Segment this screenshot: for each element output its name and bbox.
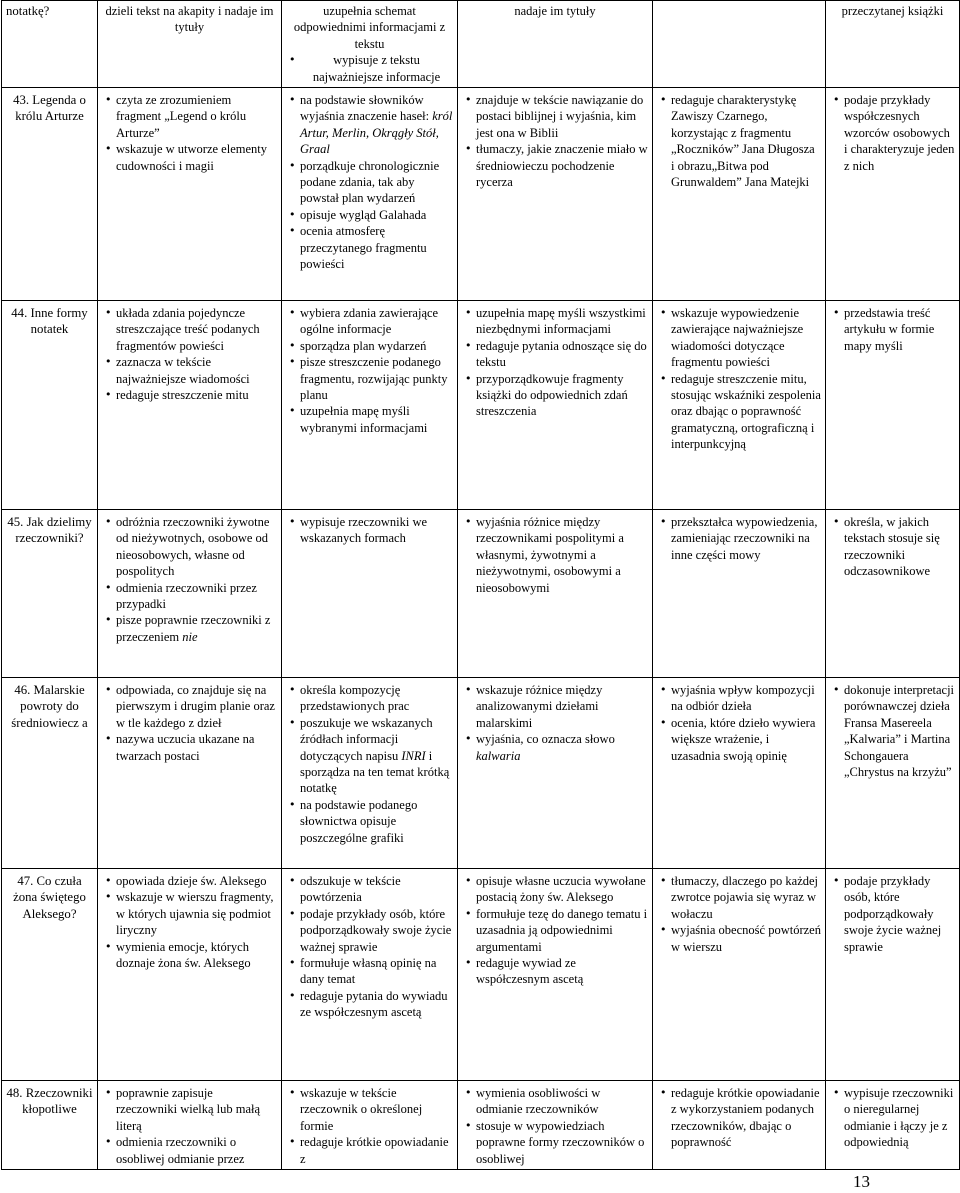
list-item: • redaguje krótkie opowiadanie z wykorzystaniem podanych rzeczowników, dbając o poprawność (657, 1085, 821, 1151)
list-item: • sporządza plan wydarzeń (286, 338, 453, 354)
cell-c3 (282, 869, 458, 1081)
list-item: • przyporządkowuje fragmenty książki do odpowiednich zdań streszczenia (462, 371, 648, 420)
list-item: • poszukuje we wskazanych źródłach informacji dotyczących napisu INRI i sporządza na ten temat krótką notatkę (286, 715, 453, 797)
table-row (2, 678, 960, 869)
list-item: • wskazuje w wierszu fragmenty, w których ujawnia się podmiot liryczny (102, 889, 277, 938)
list-item: • porządkuje chronologicznie podane zdania, tak aby powstał plan wydarzeń (286, 158, 453, 207)
list-item: • odmienia rzeczowniki przez przypadki (102, 580, 277, 613)
list-item: • wyjaśnia, co oznacza słowo kalwaria (462, 731, 648, 764)
list-item: • odszukuje w tekście powtórzenia (286, 873, 453, 906)
list-item: • wskazuje w tekście rzeczownik o określonej formie (286, 1085, 453, 1134)
cell-c3 (282, 510, 458, 678)
list-item: • tłumaczy, jakie znaczenie miało w średniowieczu pochodzenie rycerza (462, 141, 648, 190)
list-item: • na podstawie słowników wyjaśnia znaczenie haseł: król Artur, Merlin, Okrągły Stół, Graal (286, 92, 453, 158)
table-row (2, 1081, 960, 1170)
list-item: • wyjaśnia obecność powtórzeń w wierszu (657, 922, 821, 955)
cell-c6 (826, 1081, 960, 1170)
list-item: • wymienia osobliwości w odmianie rzeczowników (462, 1085, 648, 1118)
cell-c3 (282, 88, 458, 301)
cell-c4 (458, 301, 653, 510)
list-item: • poprawnie zapisuje rzeczowniki wielką lub małą literą (102, 1085, 277, 1134)
list-item: • tłumaczy, dlaczego po każdej zwrotce pojawia się wyraz w wołaczu (657, 873, 821, 922)
list-item: • pisze streszczenie podanego fragmentu, rozwijając punkty planu (286, 354, 453, 403)
lesson-title: 48. Rzeczowniki kłopotliwe (2, 1081, 98, 1170)
cell-c2 (98, 678, 282, 869)
cell-c6 (826, 510, 960, 678)
list-item: • określa kompozycję przedstawionych prac (286, 682, 453, 715)
list-item: • przekształca wypowiedzenia, zamieniając rzeczowniki na inne części mowy (657, 514, 821, 563)
table-row (2, 510, 960, 678)
cell-c2 (98, 88, 282, 301)
list-item: • dokonuje interpretacji porównawczej dzieła Fransa Masereela „Kalwaria” i Martina Schongauera „Chrystus na krzyżu” (830, 682, 955, 780)
list-item: • wskazuje różnice między analizowanymi dziełami malarskimi (462, 682, 648, 731)
list-item: • odróżnia rzeczowniki żywotne od nieżywotnych, osobowe od nieosobowych, własne od pospolitych (102, 514, 277, 580)
list-item: • wyjaśnia różnice między rzeczownikami pospolitymi a własnymi, żywotnymi a nieżywotnymi, osobowymi a nieosobowymi (462, 514, 648, 596)
list-item: • redaguje pytania do wywiadu ze współczesnym ascetą (286, 988, 453, 1021)
list-item: • formułuje własną opinię na dany temat (286, 955, 453, 988)
list-item: • wypisuje z tekstu najważniejsze informacje (286, 52, 453, 85)
cell-lesson-prev: notatkę? (2, 1, 98, 88)
cell-c5 (653, 88, 826, 301)
list-item: • formułuje tezę do danego tematu i uzasadnia ją odpowiednimi argumentami (462, 906, 648, 955)
list-item: • podaje przykłady osób, które podporządkowały swoje życie ważnej sprawie (830, 873, 955, 955)
table-row (2, 869, 960, 1081)
cell-c4-prev: nadaje im tytuły (458, 1, 653, 88)
cell-c5 (653, 510, 826, 678)
cell-c6 (826, 88, 960, 301)
list-item: • określa, w jakich tekstach stosuje się rzeczowniki odczasownikowe (830, 514, 955, 580)
list-item: • czyta ze zrozumieniem fragment „Legend o królu Arturze” (102, 92, 277, 141)
cell-c5 (653, 1081, 826, 1170)
page-number: 13 (853, 1172, 870, 1191)
list-item: • wyjaśnia wpływ kompozycji na odbiór dzieła (657, 682, 821, 715)
list-item: • zaznacza w tekście najważniejsze wiadomości (102, 354, 277, 387)
cell-c5 (653, 869, 826, 1081)
cell-c3 (282, 1081, 458, 1170)
list-item: • nazywa uczucia ukazane na twarzach postaci (102, 731, 277, 764)
lesson-title: 43. Legenda o królu Arturze (2, 88, 98, 301)
cell-c4 (458, 510, 653, 678)
lesson-title: 45. Jak dzielimy rzeczowniki? (2, 510, 98, 678)
list-item: • redaguje streszczenie mitu (102, 387, 277, 403)
cell-c6-prev: przeczytanej książki (826, 1, 960, 88)
cell-c5 (653, 678, 826, 869)
list-item: • redaguje streszczenie mitu, stosując wskaźniki zespolenia oraz dbając o poprawność gramatyczną, ortograficzną i interpunkcyjną (657, 371, 821, 453)
list-item: • redaguje wywiad ze współczesnym ascetą (462, 955, 648, 988)
cell-c2 (98, 1081, 282, 1170)
cell-c4 (458, 88, 653, 301)
list-item: • wskazuje w utworze elementy cudowności i magii (102, 141, 277, 174)
list-item: • pisze poprawnie rzeczowniki z przeczeniem nie (102, 612, 277, 645)
list-item: • opisuje wygląd Galahada (286, 207, 453, 223)
cell-c6 (826, 678, 960, 869)
cell-c3 (282, 301, 458, 510)
cell-c2-prev: dzieli tekst na akapity i nadaje im tytuły (98, 1, 282, 88)
list-item: • opisuje własne uczucia wywołane postacią żony św. Aleksego (462, 873, 648, 906)
table-row (2, 301, 960, 510)
list-item: • stosuje w wypowiedziach poprawne formy rzeczowników o osobliwej (462, 1118, 648, 1167)
cell-c2 (98, 510, 282, 678)
list-item: • wymienia emocje, których doznaje żona św. Aleksego (102, 939, 277, 972)
list-item: • odmienia rzeczowniki o osobliwej odmianie przez (102, 1134, 277, 1167)
list-item: • redaguje charakterystykę Zawiszy Czarnego, korzystając z fragmentu „Roczników” Jana Długosza i obrazu„Bitwa pod Grunwaldem” Jana Matejki (657, 92, 821, 190)
table-row (2, 88, 960, 301)
cell-c6 (826, 301, 960, 510)
curriculum-table (1, 0, 960, 1170)
table-row-continuation (2, 1, 960, 88)
list-item: • wskazuje wypowiedzenie zawierające najważniejsze wiadomości dotyczące fragmentu powieści (657, 305, 821, 371)
list-item: • redaguje krótkie opowiadanie z (286, 1134, 453, 1167)
cell-c3 (282, 678, 458, 869)
list-item: • wypisuje rzeczowniki o nieregularnej odmianie i łączy je z odpowiednią (830, 1085, 955, 1151)
list-item: • ocenia atmosferę przeczytanego fragmentu powieści (286, 223, 453, 272)
list-item: • podaje przykłady osób, które podporządkowały swoje życie ważnej sprawie (286, 906, 453, 955)
lesson-title: 47. Co czuła żona świętego Aleksego? (2, 869, 98, 1081)
list-item: • na podstawie podanego słownictwa opisuje poszczególne grafiki (286, 797, 453, 846)
cell-c6 (826, 869, 960, 1081)
list-item: • podaje przykłady współczesnych wzorców osobowych i charakteryzuje jeden z nich (830, 92, 955, 174)
lesson-title: 46. Malarskie powroty do średniowiecz a (2, 678, 98, 869)
lesson-title: 44. Inne formy notatek (2, 301, 98, 510)
list-item: • wybiera zdania zawierające ogólne informacje (286, 305, 453, 338)
list-item: • opowiada dzieje św. Aleksego (102, 873, 277, 889)
list-item: • redaguje pytania odnoszące się do tekstu (462, 338, 648, 371)
list-item: • przedstawia treść artykułu w formie mapy myśli (830, 305, 955, 354)
cell-c4 (458, 678, 653, 869)
cell-c5-prev (653, 1, 826, 88)
list-item: • uzupełnia mapę myśli wybranymi informacjami (286, 403, 453, 436)
list-item: • uzupełnia mapę myśli wszystkimi niezbędnymi informacjami (462, 305, 648, 338)
cell-c2 (98, 301, 282, 510)
cell-c2 (98, 869, 282, 1081)
list-item: • wypisuje rzeczowniki we wskazanych formach (286, 514, 453, 547)
cell-c4 (458, 1081, 653, 1170)
list-item: • odpowiada, co znajduje się na pierwszym i drugim planie oraz w tle każdego z dzieł (102, 682, 277, 731)
list-item: • układa zdania pojedyncze streszczające treść podanych fragmentów powieści (102, 305, 277, 354)
list-item: • ocenia, które dzieło wywiera większe wrażenie, i uzasadnia swoją opinię (657, 715, 821, 764)
cell-c4 (458, 869, 653, 1081)
list-item: • znajduje w tekście nawiązanie do postaci biblijnej i wyjaśnia, kim jest ona w Biblii (462, 92, 648, 141)
cell-c5 (653, 301, 826, 510)
cell-c3-prev: uzupełnia schemat odpowiednimi informacjami z tekstu • wypisuje z tekstu najważniejsze informacje (282, 1, 458, 88)
